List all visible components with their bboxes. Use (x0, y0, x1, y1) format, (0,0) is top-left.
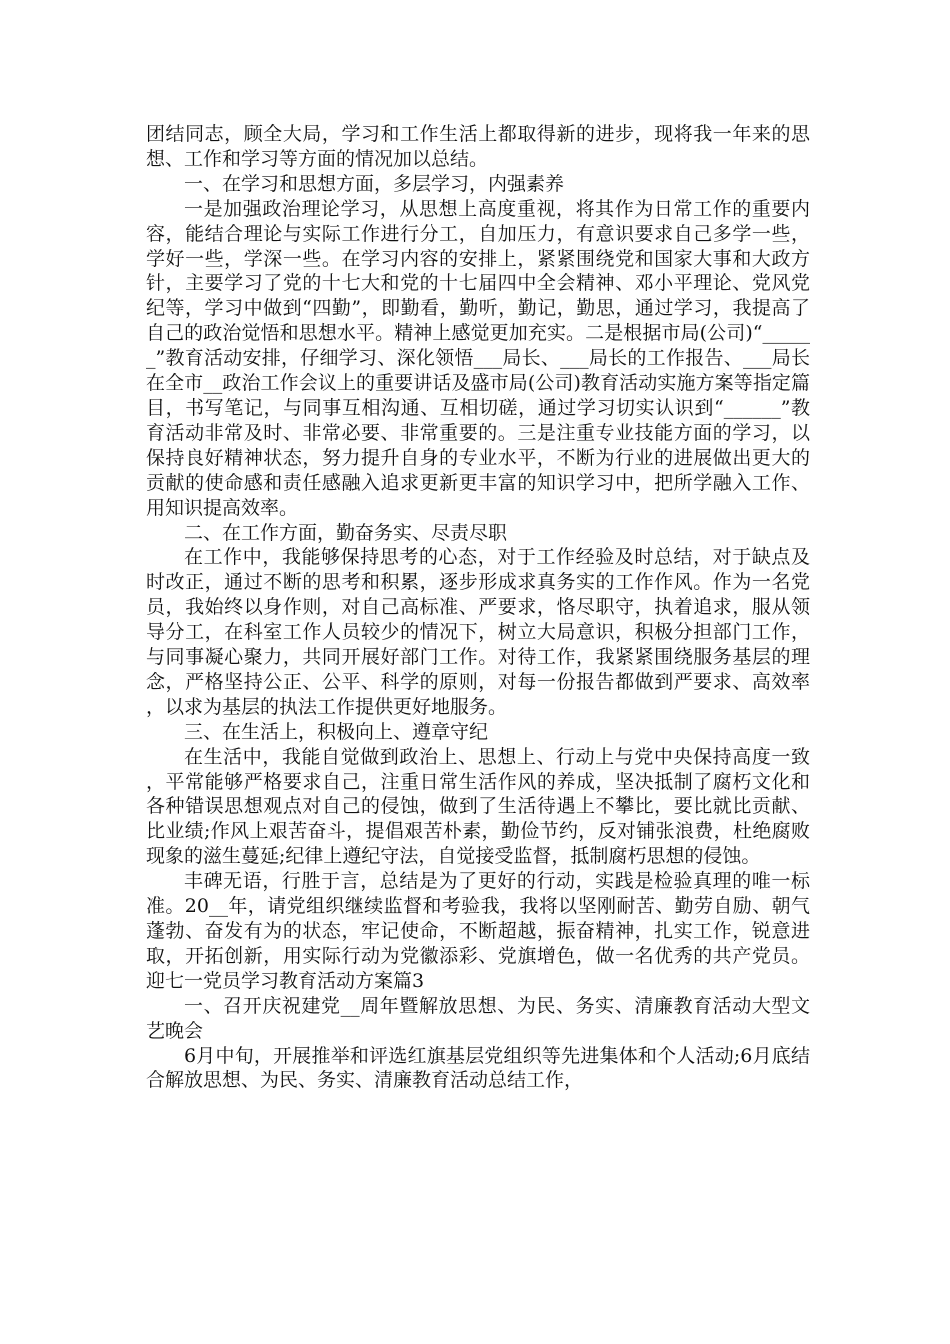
section-heading: 一、在学习和思想方面，多层学习，内强素养 (184, 172, 565, 195)
paragraph: 6月中旬，开展推举和评选红旗基层党组织等先进集体和个人活动;6月底结合解放思想、为民、务实、清廉教育活动总结工作， (146, 1044, 810, 1092)
paragraph: 丰碑无语，行胜于言，总结是为了更好的行动，实践是检验真理的唯一标准。20__年，请党组织继续监督和考验我，我将以坚刚耐苦、勤劳自励、朝气蓬勃、奋发有为的状态，牢记使命，不断超越，振奋精神，扎实工作，锐意进取，开拓创新，用实际行动为党徽添彩、党旗增色，做一名优秀的共产党员。迎七一党员学习教育活动方案篇3 (146, 870, 810, 992)
document-body (146, 122, 810, 1093)
paragraph: 一是加强政治理论学习，从思想上高度重视，将其作为日常工作的重要内容，能结合理论与实际工作进行分工，自加压力，有意识要求自己多学一些，学好一些，学深一些。在学习内容的安排上，紧紧围绕党和国家大事和大政方针，主要学习了党的十七大和党的十七届四中全会精神、邓小平理论、党风党纪等，学习中做到“四勤”，即勤看，勤听，勤记，勤思，通过学习，我提高了自己的政治觉悟和思想水平。精神上感觉更加充实。二是根据市局(公司)“______”教育活动安排，仔细学习、深化领悟___局长、___局长的工作报告、___局长在全市__政治工作会议上的重要讲话及盛市局(公司)教育活动实施方案等指定篇目，书写笔记，与同事互相沟通、互相切磋，通过学习切实认识到“______”教育活动非常及时、非常必要、非常重要的。三是注重专业技能方面的学习，以保持良好精神状态，努力提升自身的专业水平，不断为行业的进展做出更大的贡献的使命感和责任感融入追求更新更丰富的知识学习中，把所学融入工作、用知识提高效率。 (146, 197, 810, 519)
paragraph: 在工作中，我能够保持思考的心态，对于工作经验及时总结，对于缺点及时改正，通过不断的思考和积累，逐步形成求真务实的工作作风。作为一名党员，我始终以身作则，对自己高标准、严要求，恪尽职守，执着追求，服从领导分工，在科室工作人员较少的情况下，树立大局意识，积极分担部门工作，与同事凝心聚力，共同开展好部门工作。对待工作，我紧紧围绕服务基层的理念，严格坚持公正、公平、科学的原则，对每一份报告都做到严要求、高效率，以求为基层的执法工作提供更好地服务。 (146, 546, 810, 718)
paragraph: 在生活中，我能自觉做到政治上、思想上、行动上与党中央保持高度一致，平常能够严格要求自己，注重日常生活作风的养成，坚决抵制了腐朽文化和各种错误思想观点对自己的侵蚀，做到了生活待遇上不攀比，要比就比贡献、比业绩;作风上艰苦奋斗，提倡艰苦朴素，勤俭节约，反对铺张浪费，杜绝腐败现象的滋生蔓延;纪律上遵纪守法，自觉接受监督，抵制腐朽思想的侵蚀。 (146, 745, 810, 868)
section-heading: 三、在生活上，积极向上、遵章守纪 (184, 720, 489, 743)
section-heading: 一、召开庆祝建党__周年暨解放思想、为民、务实、清廉教育活动大型文艺晚会 (146, 994, 810, 1042)
section-heading: 二、在工作方面，勤奋务实、尽责尽职 (184, 521, 508, 544)
paragraph: 团结同志，顾全大局，学习和工作生活上都取得新的进步，现将我一年来的思想、工作和学习等方面的情况加以总结。 (146, 123, 810, 170)
